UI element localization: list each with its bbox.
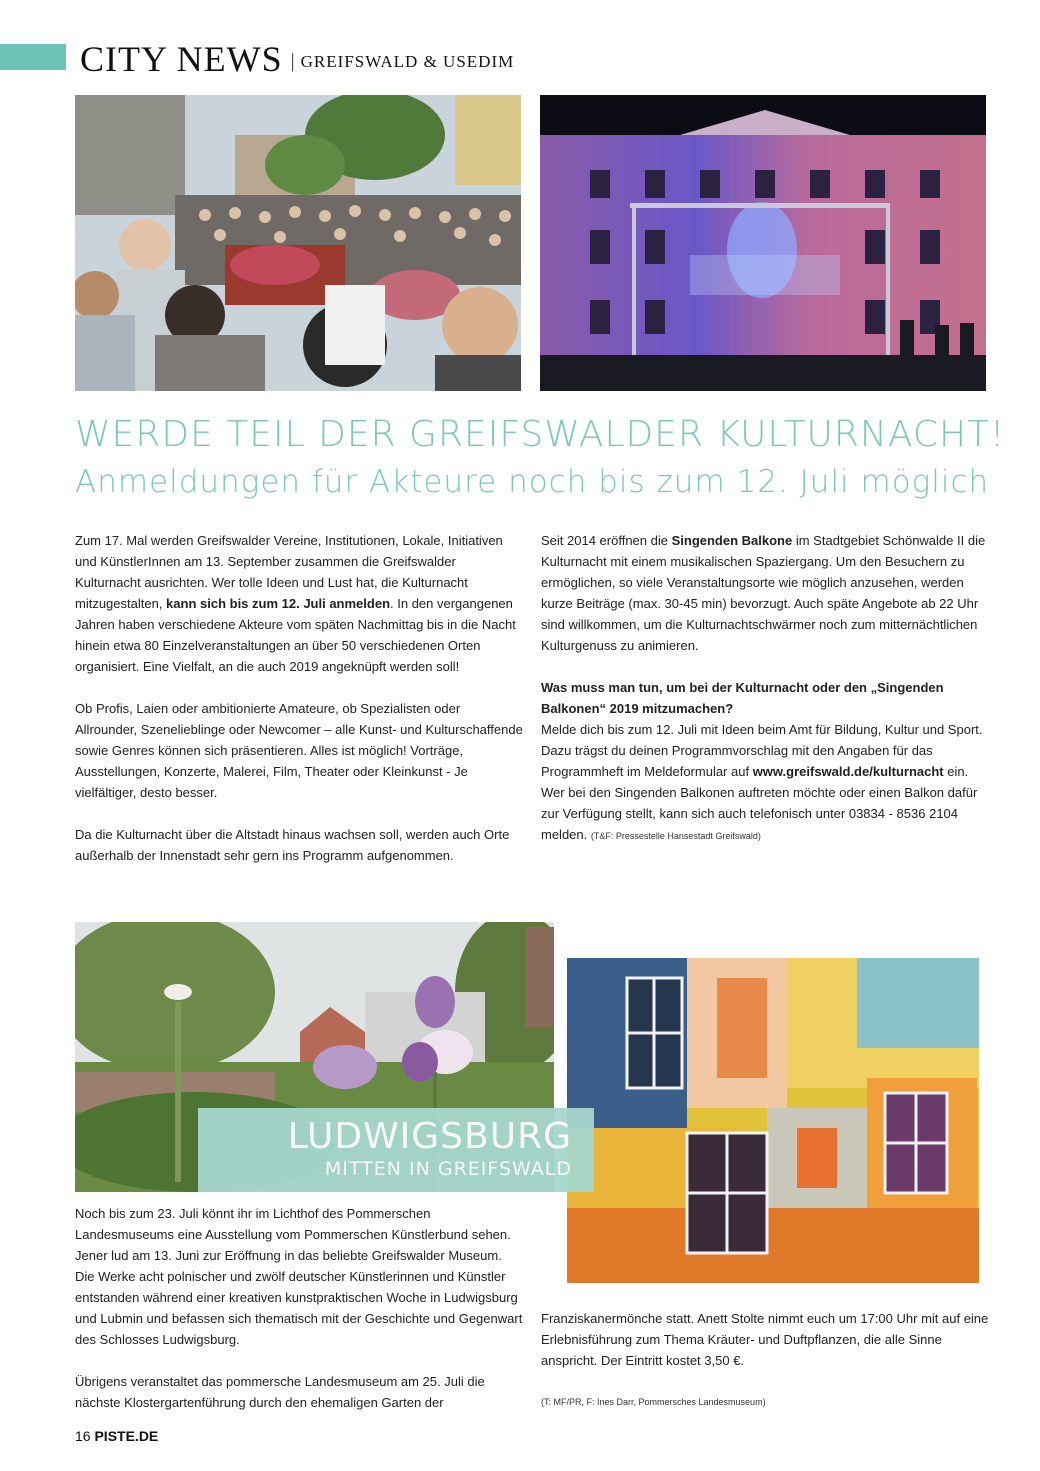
kulturnacht-paragraph-2: Ob Profis, Laien oder ambitionierte Amateure, ob Spezialisten oder Allrounder, Szenelieblinge oder Newcomer – alle Kunst- und Kulturschaffende sowie Genres können sich präsentieren. Alles ist möglich! Vorträge, Ausstellungen, Konzerte, Malerei, Film, Theater oder Kleinkunst - Je vielfältiger, desto besser.	[75, 701, 523, 800]
ludwigsburg-paragraph-1: Noch bis zum 23. Juli könnt ihr im Lichthof des Pommerschen Landesmuseums eine Ausstellung vom Pommerschen Künstlerbund sehen. Jener lud am 13. Juni zur Eröffnung in das beliebte Greifswalder Museum. Die Werke acht polnischer und zwölf deutscher Künstlerinnen und Künstler entstanden während einer kreativen kunstpraktischen Woche in Ludwigsburg und Lubmin und befassen sich thematisch mit der Geschichte und Gegenwart des Schlosses Ludwigsburg.	[75, 1206, 523, 1347]
ludwigsburg-left-column	[75, 1203, 523, 1434]
header-accent-bar	[0, 44, 66, 70]
header-separator: |	[290, 50, 295, 72]
footer-brand: PISTE.DE	[94, 1428, 159, 1444]
ludwigsburg-title: LUDWIGSBURG	[287, 1116, 572, 1157]
paragraph-text: . In den vergangenen Jahren haben verschiedene Akteure vom späten Nachmittag bis in die Nacht hinein etwa 80 Einzelveranstaltungen an über 50 verschiedenen Orten organisiert. Eine Vielfalt, an die auch 2019 angeknüpft werden soll!	[75, 596, 516, 674]
kulturnacht-left-column	[75, 530, 523, 887]
paragraph-text: Melde dich bis zum 12. Juli mit Ideen beim Amt für Bildung, Kultur und Sport. Dazu trägst du deinen Programmvorschlag mit den Angaben für das Programmheft im Meldeformular auf	[541, 722, 983, 779]
kulturnacht-paragraph-3: Da die Kulturnacht über die Altstadt hinaus wachsen soll, werden auch Orte außerhalb der Innenstadt sehr gern ins Programm aufgenommen.	[75, 827, 510, 863]
singende-balkone-paragraph	[541, 530, 989, 656]
choir-crowd-photo	[75, 95, 521, 391]
kulturnacht-title: WERDE TEIL DER GREIFSWALDER KULTURNACHT!	[75, 414, 1006, 455]
painting-artwork	[567, 958, 979, 1283]
page-footer	[75, 1428, 158, 1444]
faq-question: Was muss man tun, um bei der Kulturnacht oder den „Singenden Balkonen“ 2019 mitzumachen?	[541, 680, 944, 716]
paragraph-text: ein. Wer bei den Singenden Balkonen auftreten möchte oder einen Balkon dafür zur Verfügung stellt, kann sich auch telefonisch unter 03834 - 8536 2104 melden.	[541, 764, 978, 842]
kulturnacht-headline	[75, 410, 1006, 504]
paragraph-bold-text: Singenden Balkone	[671, 533, 793, 548]
kulturnacht-subtitle: Anmeldungen für Akteure noch bis zum 12. Juli möglich	[75, 464, 990, 500]
illuminated-building-photo	[540, 95, 986, 391]
paragraph-text: im Stadtgebiet Schönwalde II die Kulturnacht mit einem musikalischen Spaziergang. Um den Besuchern zu ermöglichen, so viele Veranstaltungsorte wie möglich anzusehen, werden kurze Beiträge (max. 30-45 min) bevorzugt. Auch späte Angebote ab 22 Uhr sind willkommen, um die Kulturnachtschwärmer noch zum mitternächtlichen Kulturgenuss zu animieren.	[541, 533, 986, 653]
paragraph-text: Zum 17. Mal werden Greifswalder Vereine, Institutionen, Lokale, Initiativen und KünstlerInnen am 13. September zusammen die Greifswalder Kulturnacht ausrichten. Wer tolle Ideen und Lust hat, die Kulturnacht mitzugestalten,	[75, 533, 503, 611]
paragraph-text: Seit 2014 eröffnen die	[541, 533, 672, 548]
ludwigsburg-right-column	[541, 1308, 989, 1434]
ludwigsburg-paragraph-2: Übrigens veranstaltet das pommersche Landesmuseum am 25. Juli die nächste Klostergartenführung durch den ehemaligen Garten der	[75, 1374, 485, 1410]
ludwigsburg-subtitle: MITTEN IN GREIFSWALD	[324, 1158, 572, 1180]
header-subtitle: GREIFSWALD & USEDIM	[300, 52, 515, 71]
page-number: 16	[75, 1428, 91, 1444]
kulturnacht-link[interactable]: www.greifswald.de/kulturnacht	[752, 764, 944, 779]
kulturnacht-right-column	[541, 530, 989, 847]
page-header	[80, 38, 514, 80]
ludwigsburg-label-box	[198, 1108, 594, 1192]
ludwigsburg-credit: (T: MF/PR, F: Ines Darr, Pommersches Landesmuseum)	[541, 1397, 766, 1407]
faq-block	[541, 677, 989, 847]
paragraph-bold-text: kann sich bis zum 12. Juli anmelden	[166, 596, 391, 611]
ludwigsburg-paragraph-3: Franziskanermönche statt. Anett Stolte nimmt euch um 17:00 Uhr mit auf eine Erlebnisführung zum Thema Kräuter- und Duftpflanzen, die alle Sinne anspricht. Der Eintritt kostet 3,50 €.	[541, 1311, 989, 1368]
kulturnacht-paragraph-1	[75, 530, 523, 677]
header-title: CITY NEWS	[80, 39, 283, 79]
photo-credit: (T&F: Pressestelle Hansestadt Greifswald)	[590, 831, 761, 841]
